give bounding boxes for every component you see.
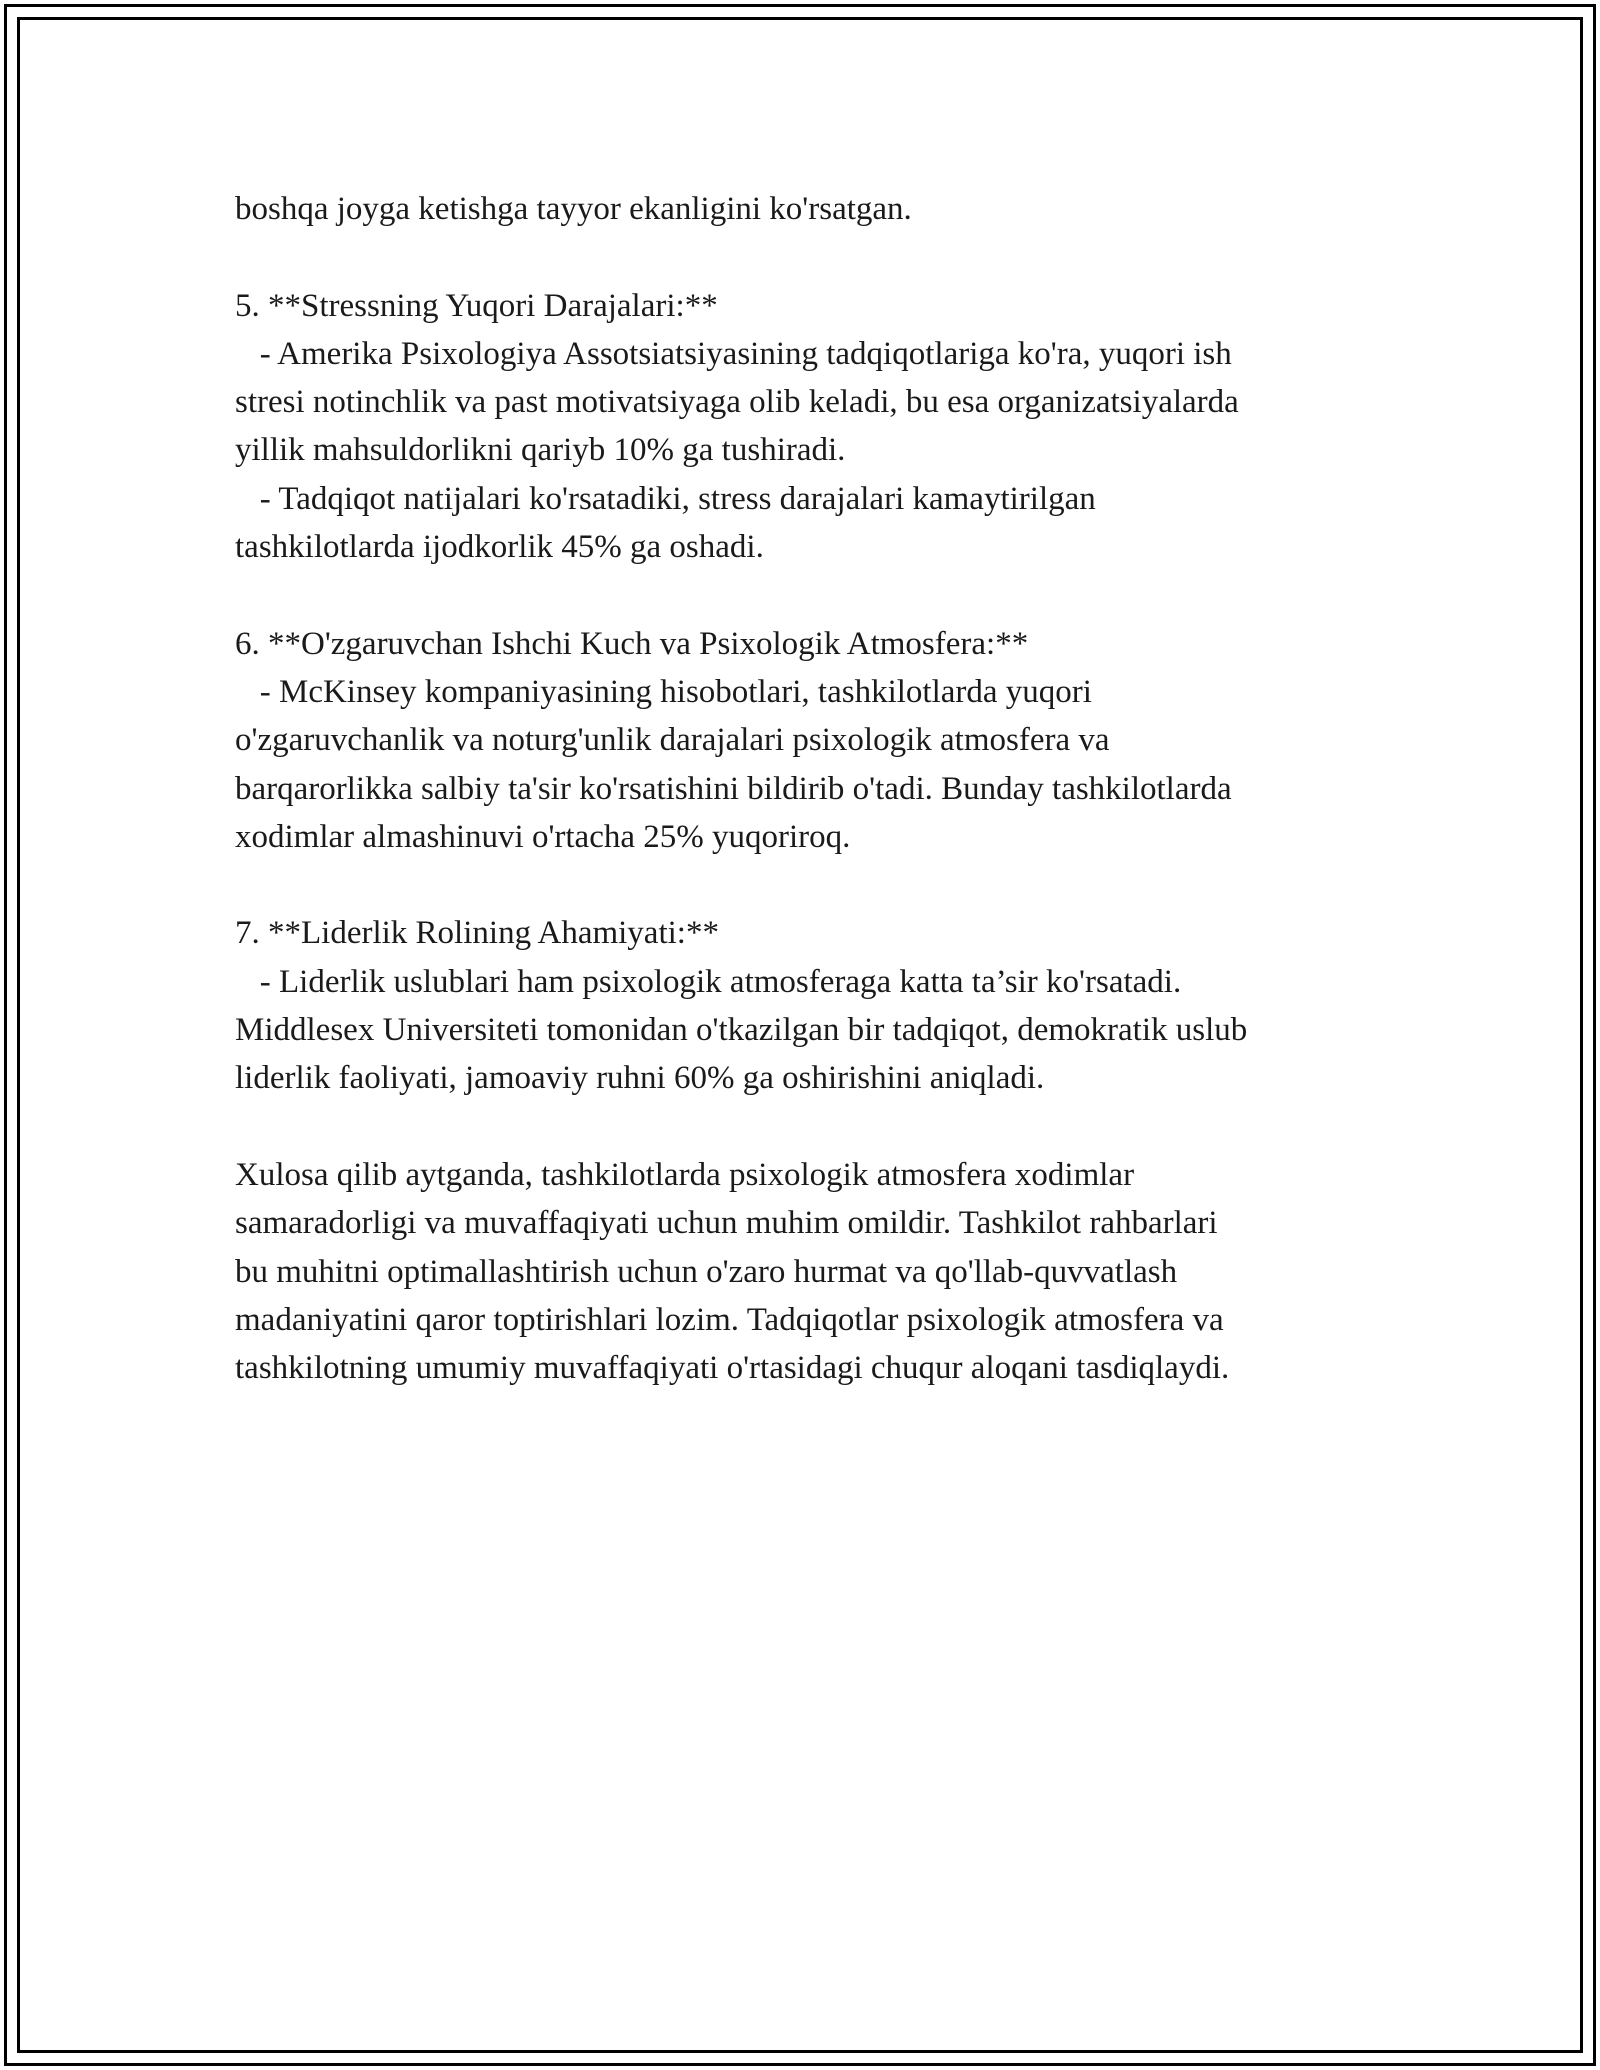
text-line: - Liderlik uslublari ham psixologik atmosferaga katta ta’sir ko'rsatadi. [235,963,1182,1000]
text-line: xodimlar almashinuvi o'rtacha 25% yuqoriroq. [235,818,851,855]
paragraph-item-6 [235,620,1385,861]
text-line: barqarorlikka salbiy ta'sir ko'rsatishini bildirib o'tadi. Bunday tashkilotlarda [235,770,1232,807]
text-line: - McKinsey kompaniyasining hisobotlari, tashkilotlarda yuqori [235,673,1092,710]
text-line: boshqa joyga ketishga tayyor ekanligini ko'rsatgan. [235,191,912,227]
text-line: tashkilotlarda ijodkorlik 45% ga oshadi. [235,529,764,566]
paragraph-item-7 [235,909,1385,1102]
text-line: samaradorligi va muvaffaqiyati uchun muhim omildir. Tashkilot rahbarlari [235,1205,1218,1242]
text-line: - Amerika Psixologiya Assotsiatsiyasining tadqiqotlariga ko'ra, yuqori ish [235,335,1232,372]
list-item-heading: 6. **O'zgaruvchan Ishchi Kuch va Psixologik Atmosfera:** [235,625,1029,662]
text-line: Middlesex Universiteti tomonidan o'tkazilgan bir tadqiqot, demokratik uslub [235,1012,1248,1049]
text-line: o'zgaruvchanlik va noturg'unlik darajalari psixologik atmosfera va [235,722,1110,759]
text-line: yillik mahsuldorlikni qariyb 10% ga tushiradi. [235,432,846,469]
document-body [235,185,1385,1441]
paragraph-continuation [235,185,1385,233]
text-line: madaniyatini qaror toptirishlari lozim. Tadqiqotlar psixologik atmosfera va [235,1301,1224,1338]
text-line: stresi notinchlik va past motivatsiyaga olib keladi, bu esa organizatsiyalarda [235,384,1239,421]
list-item-heading: 5. **Stressning Yuqori Darajalari:** [235,287,718,324]
list-item-heading: 7. **Liderlik Rolining Ahamiyati:** [235,915,719,952]
text-line: tashkilotning umumiy muvaffaqiyati o'rtasidagi chuqur aloqani tasdiqlaydi. [235,1350,1230,1387]
text-line: - Tadqiqot natijalari ko'rsatadiki, stress darajalari kamaytirilgan [235,480,1096,517]
text-line: bu muhitni optimallashtirish uchun o'zaro hurmat va qo'llab-quvvatlash [235,1253,1178,1290]
text-line: liderlik faoliyati, jamoaviy ruhni 60% ga oshirishini aniqladi. [235,1060,1045,1097]
text-line: Xulosa qilib aytganda, tashkilotlarda psixologik atmosfera xodimlar [235,1156,1135,1193]
paragraph-item-5 [235,282,1385,572]
paragraph-conclusion [235,1151,1385,1392]
